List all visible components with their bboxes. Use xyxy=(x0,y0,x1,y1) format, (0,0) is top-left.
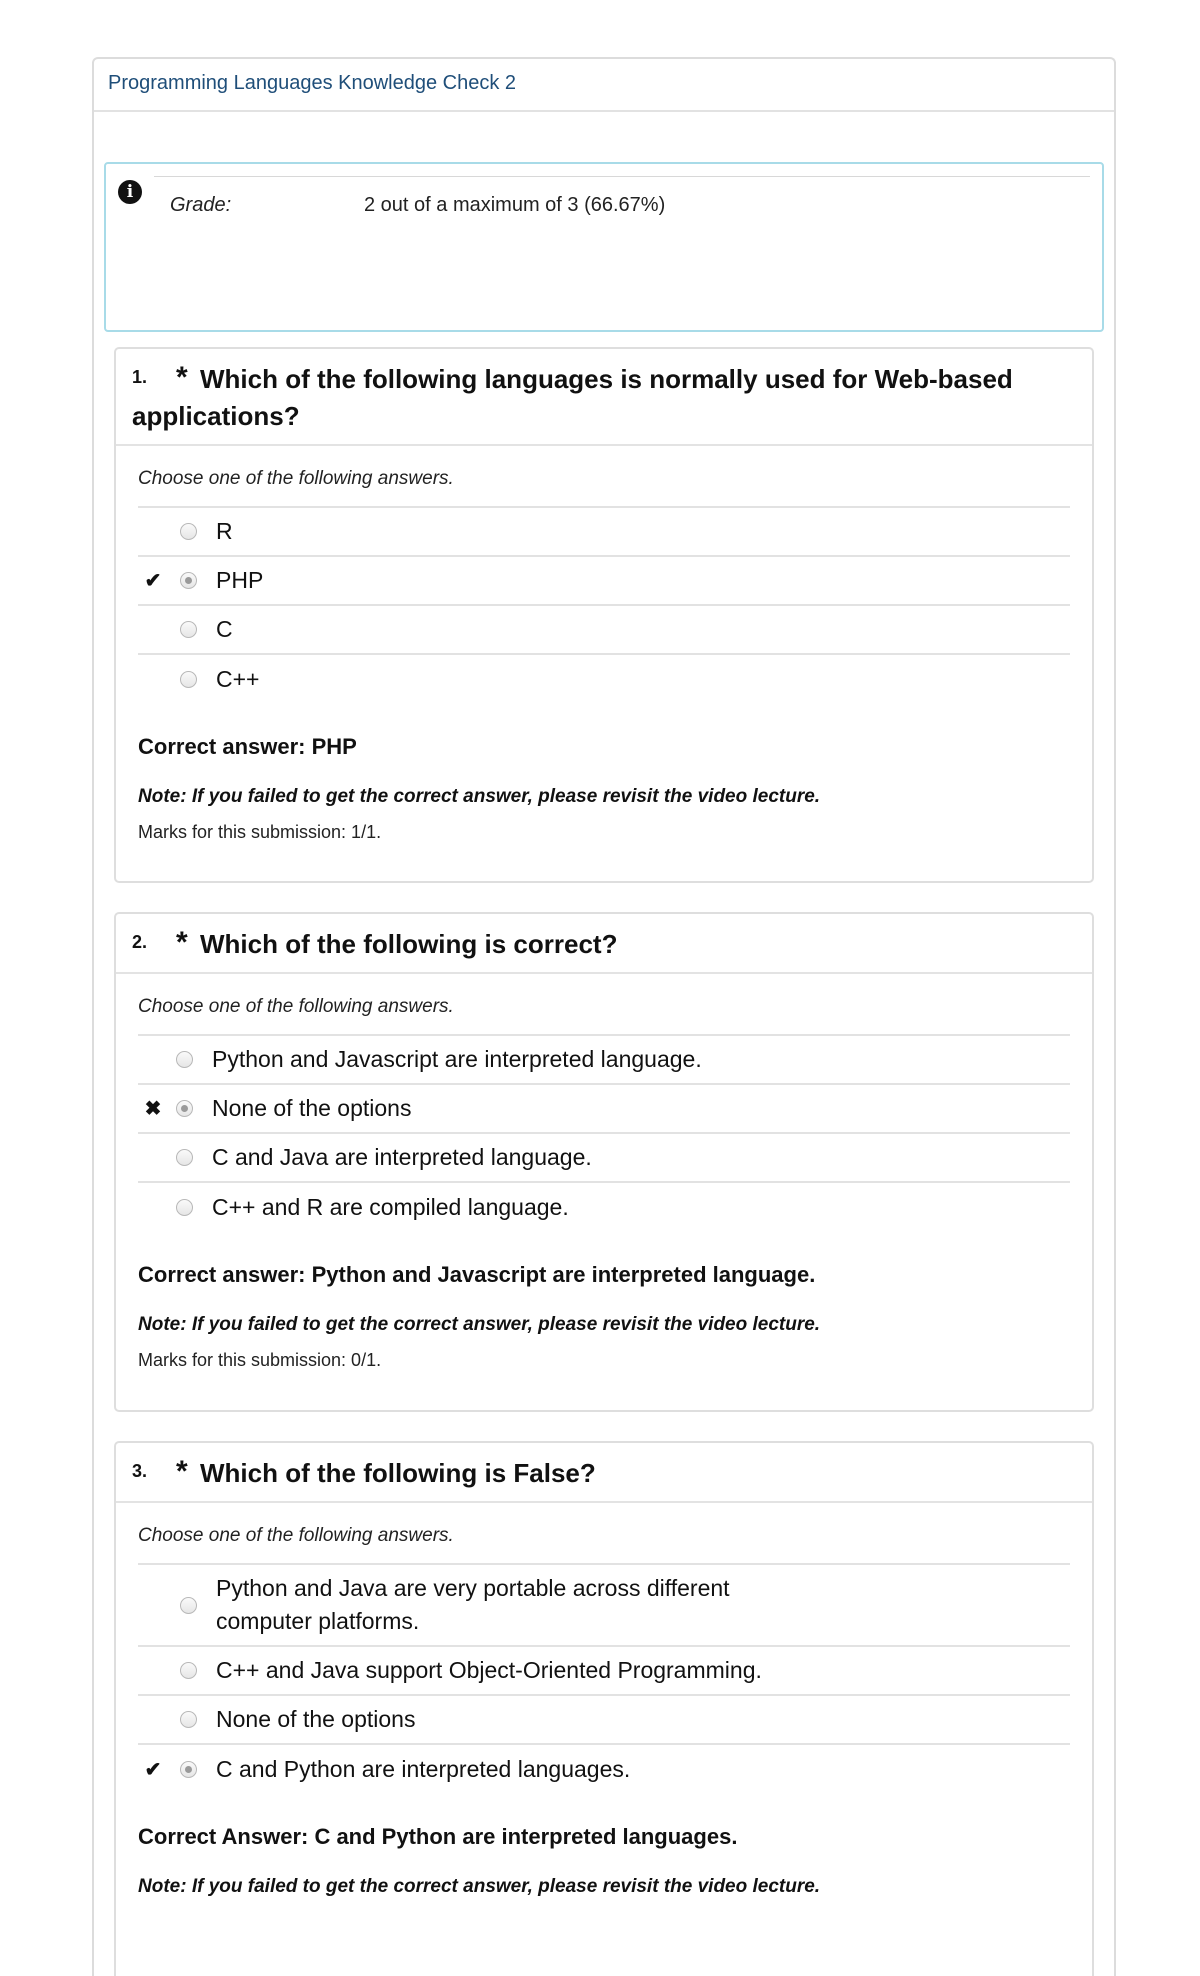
grade-summary-box xyxy=(104,162,1104,332)
required-star-icon: * xyxy=(176,361,188,394)
question-number: 2. xyxy=(132,932,148,952)
correct-answer: Correct answer: PHP xyxy=(138,734,357,759)
radio-button[interactable] xyxy=(180,671,197,688)
feedback-note: Note: If you failed to get the correct answer, please revisit the video lecture. xyxy=(138,786,821,807)
answer-option[interactable] xyxy=(138,1565,1070,1647)
question-card-3 xyxy=(114,1441,1094,1976)
radio-button[interactable] xyxy=(180,1662,197,1679)
checkmark-icon: ✔ xyxy=(144,1759,162,1781)
grade-label: Grade: xyxy=(170,194,232,216)
radio-button[interactable] xyxy=(180,621,197,638)
question-header xyxy=(116,914,1092,974)
required-star-icon: * xyxy=(176,926,188,959)
answer-option[interactable] xyxy=(138,606,1070,655)
grade-value: 2 out of a maximum of 3 (66.67%) xyxy=(364,194,666,216)
question-card-2 xyxy=(114,912,1094,1412)
correct-answer: Correct Answer: C and Python are interpreted languages. xyxy=(138,1824,738,1849)
answer-option[interactable] xyxy=(138,1036,1070,1085)
divider xyxy=(154,176,1090,177)
answer-option[interactable] xyxy=(138,1745,1070,1794)
question-header xyxy=(116,349,1092,446)
answer-option[interactable] xyxy=(138,1134,1070,1183)
page-title: Programming Languages Knowledge Check 2 xyxy=(108,72,517,94)
question-card-1 xyxy=(114,347,1094,883)
option-label: Python and Java are very portable across different computer platforms. xyxy=(216,1575,730,1634)
answer-option[interactable] xyxy=(138,1696,1070,1745)
option-label: None of the options xyxy=(212,1095,412,1121)
radio-button[interactable] xyxy=(180,1597,197,1614)
checkmark-icon: ✔ xyxy=(144,570,162,592)
question-number: 1. xyxy=(132,367,148,387)
submission-marks: Marks for this submission: 0/1. xyxy=(138,1350,382,1370)
correct-answer: Correct answer: Python and Javascript are interpreted language. xyxy=(138,1262,816,1287)
radio-button[interactable] xyxy=(176,1149,193,1166)
submission-marks: Marks for this submission: 1/1. xyxy=(138,822,382,842)
answer-option[interactable] xyxy=(138,508,1070,557)
radio-button-selected[interactable] xyxy=(176,1100,193,1117)
radio-button[interactable] xyxy=(180,1711,197,1728)
answer-instruction: Choose one of the following answers. xyxy=(138,446,1070,508)
option-label: C and Python are interpreted languages. xyxy=(216,1756,631,1782)
radio-button[interactable] xyxy=(176,1199,193,1216)
option-label: C and Java are interpreted language. xyxy=(212,1144,592,1170)
question-text: Which of the following languages is normally used for Web-based applications? xyxy=(132,364,1013,431)
feedback-note: Note: If you failed to get the correct answer, please revisit the video lecture. xyxy=(138,1876,821,1897)
option-label: C xyxy=(216,616,233,642)
cross-icon: ✖ xyxy=(144,1098,162,1120)
radio-button-selected[interactable] xyxy=(180,1761,197,1778)
option-label: C++ xyxy=(216,666,260,692)
feedback-note: Note: If you failed to get the correct answer, please revisit the video lecture. xyxy=(138,1314,821,1335)
question-header xyxy=(116,1443,1092,1503)
question-body xyxy=(116,1503,1092,1912)
question-text: Which of the following is False? xyxy=(200,1458,596,1488)
option-label: C++ and Java support Object-Oriented Programming. xyxy=(216,1657,762,1683)
answer-option[interactable] xyxy=(138,1085,1070,1134)
option-label: C++ and R are compiled language. xyxy=(212,1194,569,1220)
answer-instruction: Choose one of the following answers. xyxy=(138,974,1070,1036)
radio-button-selected[interactable] xyxy=(180,572,197,589)
option-label: R xyxy=(216,518,233,544)
question-number: 3. xyxy=(132,1461,148,1481)
radio-button[interactable] xyxy=(180,523,197,540)
option-label: Python and Javascript are interpreted language. xyxy=(212,1046,702,1072)
answer-option[interactable] xyxy=(138,655,1070,704)
answer-option[interactable] xyxy=(138,1183,1070,1232)
required-star-icon: * xyxy=(176,1455,188,1488)
radio-button[interactable] xyxy=(176,1051,193,1068)
info-icon: i xyxy=(118,180,142,204)
answer-option[interactable] xyxy=(138,1647,1070,1696)
question-body xyxy=(116,446,1092,866)
option-label: PHP xyxy=(216,567,264,593)
answer-instruction: Choose one of the following answers. xyxy=(138,1503,1070,1565)
answer-option[interactable] xyxy=(138,557,1070,606)
question-body xyxy=(116,974,1092,1394)
panel-header xyxy=(94,59,1114,112)
option-label: None of the options xyxy=(216,1706,416,1732)
question-text: Which of the following is correct? xyxy=(200,929,618,959)
